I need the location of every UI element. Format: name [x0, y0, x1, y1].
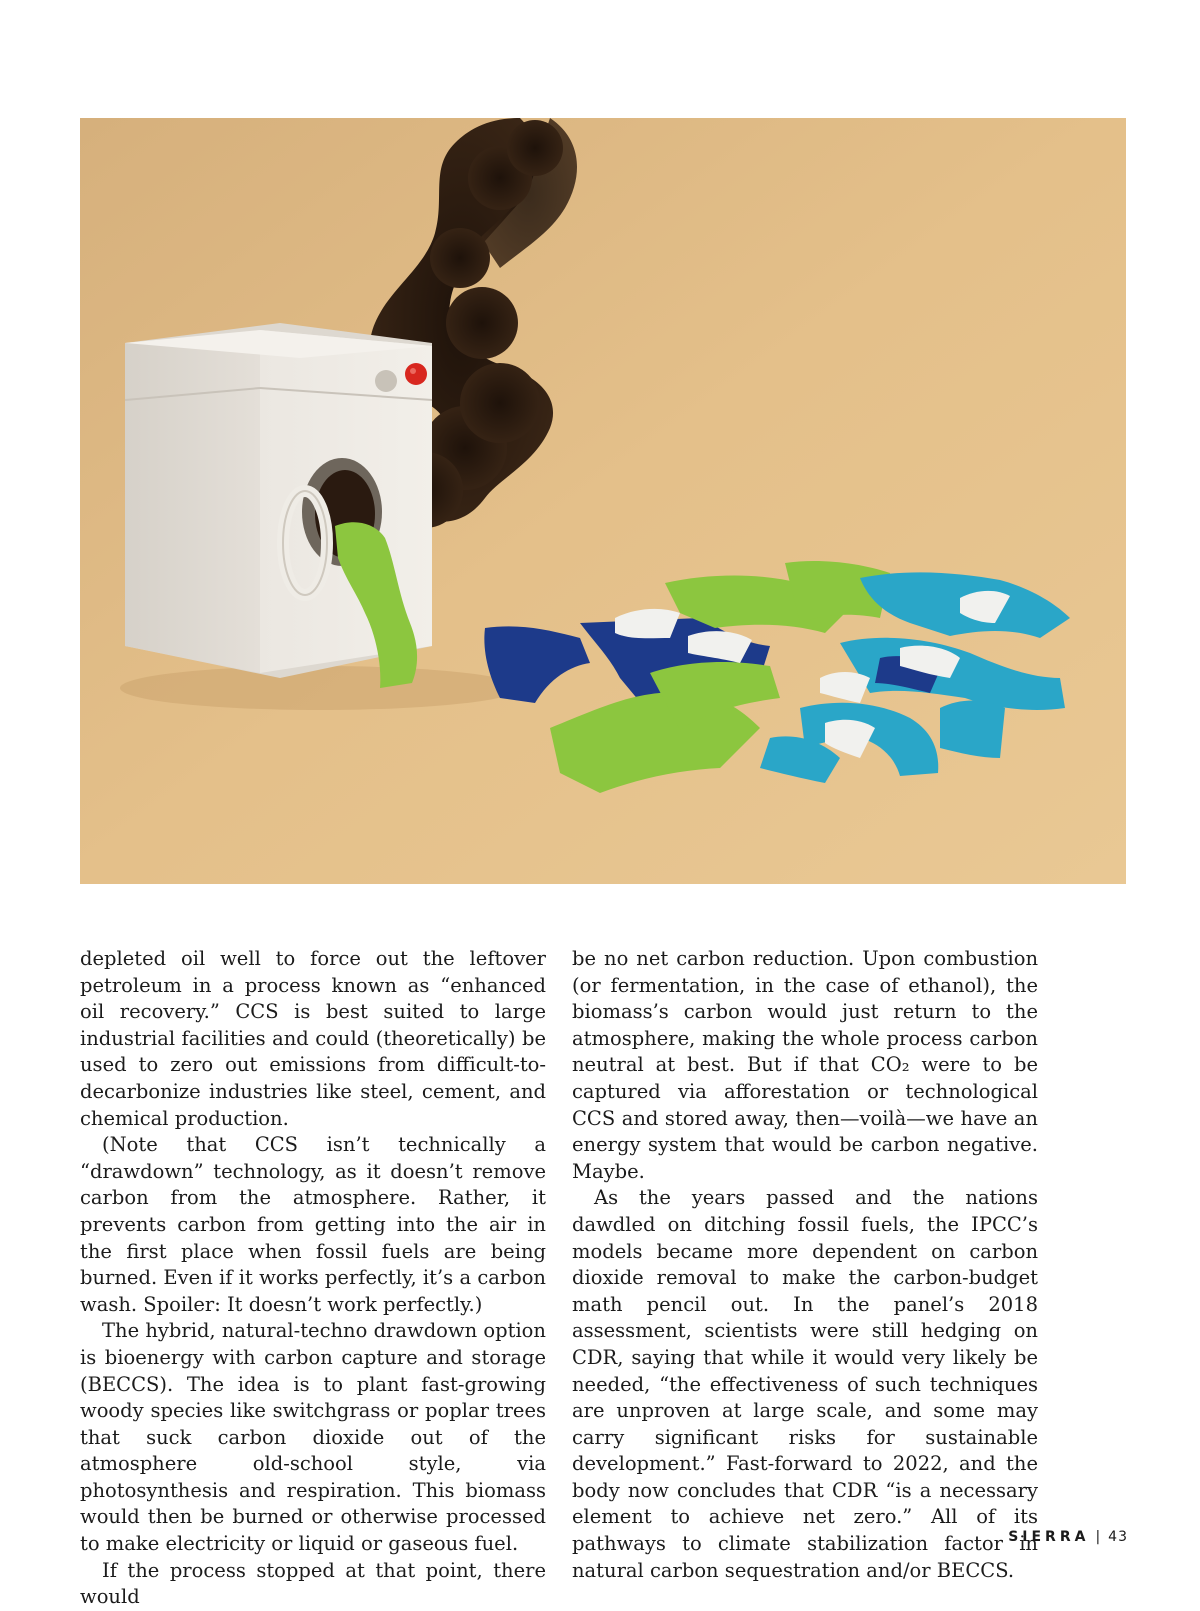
- paragraph: depleted oil well to force out the leftover petroleum in a process known as “enhanced oil recovery.” CCS is best suited to large industrial facilities and could (theoretically) be used to zero out emissions from difficult-to-decarbonize industries like steel, cement, and chemical production.: [80, 947, 546, 1130]
- paragraph: If the process stopped at that point, there would: [80, 1558, 546, 1609]
- paragraph: The hybrid, natural-techno drawdown option is bioenergy with carbon capture and storage (BECCS). The idea is to plant fast-growing woody species like switchgrass or poplar trees that suck carbon dioxide out of the atmosphere old-school style, via photosynthesis and respiration. This biomass would then be burned or otherwise processed to make electricity or liquid or gaseous fuel.: [80, 1319, 546, 1556]
- grey-button: [375, 370, 397, 392]
- page-number: 43: [1108, 1529, 1128, 1545]
- article-column-right: [572, 946, 1038, 1584]
- hero-photo: [80, 118, 1126, 884]
- floor-shadow: [120, 666, 520, 710]
- red-button: [405, 363, 427, 385]
- paragraph: As the years passed and the nations dawdled on ditching fossil fuels, the IPCC’s models became more dependent on carbon dioxide removal to make the carbon-budget math pencil out. In the panel’s 2018 assessment, scientists were still hedging on CDR, saying that while it would very likely be needed, “the effectiveness of such techniques are unproven at large scale, and some may carry significant risks for sustainable development.” Fast-forward to 2022, and the body now concludes that CDR “is a necessary element to achieve net zero.” All of its pathways to climate stabilization factor in natural carbon sequestration and/or BECCS.: [572, 1186, 1038, 1582]
- page-folio: [1008, 1529, 1128, 1545]
- paragraph: be no net carbon reduction. Upon combustion (or fermentation, in the case of ethanol), the biomass’s carbon would just return to the atmosphere, making the whole process carbon neutral at best. But if that CO₂ were to be captured via afforestation or technological CCS and stored away, then—voilà—we have an energy system that would be carbon negative. Maybe.: [572, 947, 1038, 1183]
- folio-separator: |: [1095, 1529, 1101, 1545]
- paragraph: (Note that CCS isn’t technically a “drawdown” technology, as it doesn’t remove carbon from the atmosphere. Rather, it prevents carbon from getting into the air in the first place when fossil fuels are being burned. Even if it works perfectly, it’s a carbon wash. Spoiler: It doesn’t work perfectly.): [80, 1133, 546, 1316]
- washing-machine-illustration: [80, 118, 1126, 884]
- magazine-name: SIERRA: [1008, 1529, 1090, 1545]
- article-column-left: [80, 946, 546, 1611]
